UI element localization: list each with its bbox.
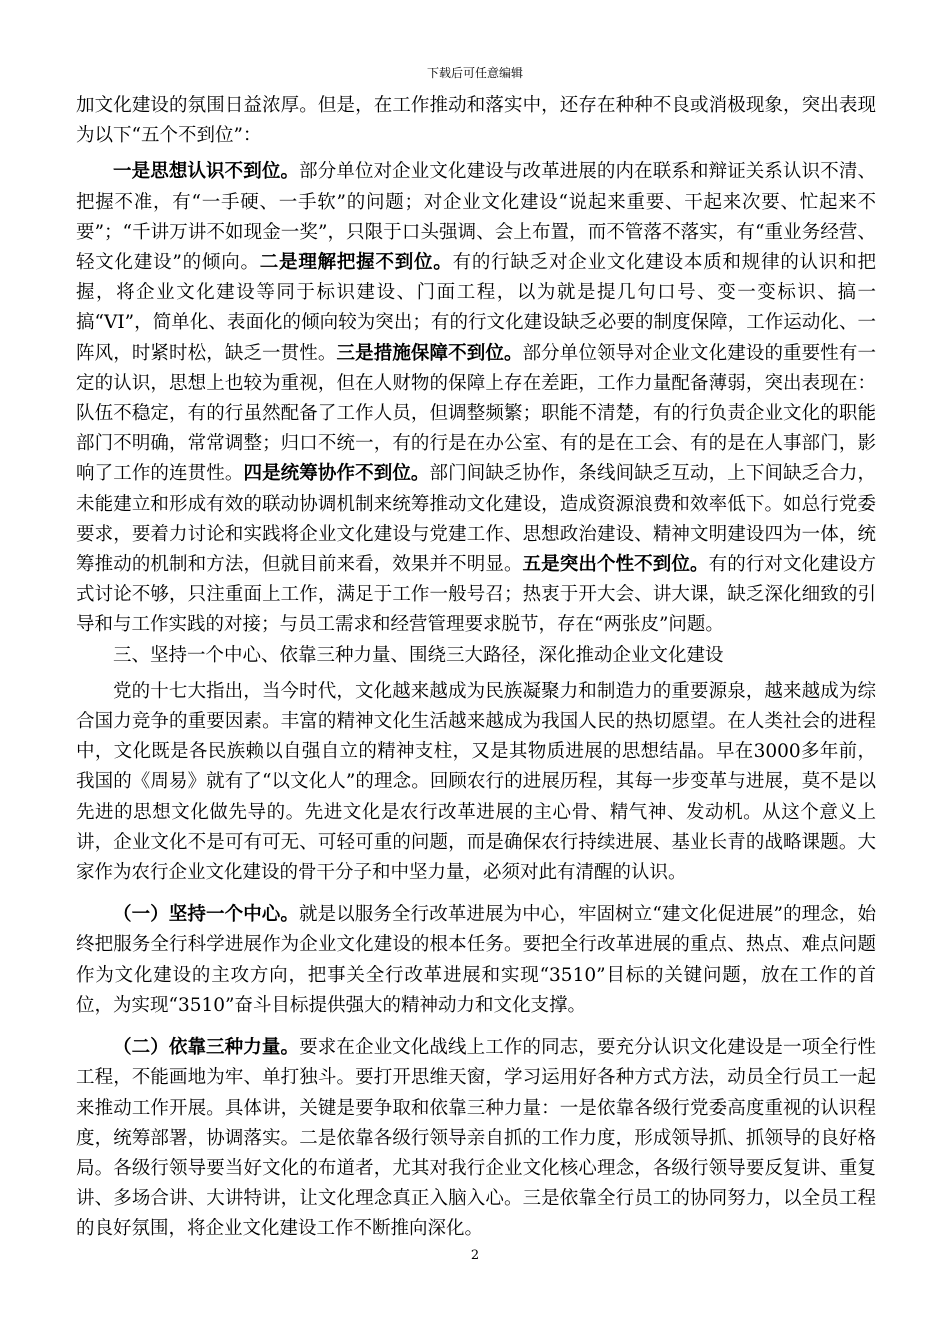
subsection-2-heading: （二）依靠三种力量。 — [113, 1037, 300, 1059]
paragraph-five-shortfalls — [76, 157, 876, 640]
page-header-note: 下载后可任意编辑 — [426, 66, 523, 80]
point-5-text: 有的行对文化建设方式讨论不够，只注重面上工作，满足于工作一般号召；热衷于开大会、讲大课，缺乏深化细致的引导和与工作实践的对接；与员工需求和经营管理要求脱节，存在“两张皮”问题。 — [76, 554, 876, 636]
point-4-heading: 四是统筹协作不到位。 — [243, 463, 430, 485]
point-1-text: 部分单位对企业文化建设与改革进展的内在联系和辩证关系认识不清、把握不准，有“一手硬、一手软”的问题；对企业文化建设“说起来重要、干起来次要、忙起来不要”；“千讲万讲不如现金一奖”，只限于口头强调、会上布置，而不管落不落实，有“重业务经营、轻文化建设”的倾向。 — [76, 161, 876, 274]
section-heading-3: 三、坚持一个中心、依靠三种力量、围绕三大路径，深化推动企业文化建设 — [113, 644, 724, 666]
point-2-text: 有的行缺乏对企业文化建设本质和规律的认识和把握，将企业文化建设等同于标识建设、门面工程，以为就是提几句口号、变一变标识、搞一搞“VI”，简单化、表面化的倾向较为突出；有的行文化建设缺乏必要的制度保障，工作运动化、一阵风，时紧时松，缺乏一贯性。 — [76, 252, 876, 364]
point-3-heading: 三是措施保障不到位。 — [336, 342, 523, 364]
point-1-heading: 一是思想认识不到位。 — [113, 161, 300, 183]
point-2-heading: 二是理解把握不到位。 — [259, 252, 453, 274]
point-3-text: 部分单位领导对企业文化建设的重要性有一定的认识，思想上也较为重视，但在人财物的保障上存在差距，工作力量配备薄弱，突出表现在：队伍不稳定，有的行虽然配备了工作人员，但调整频繁；职能不清楚，有的行负责企业文化的职能部门不明确，常常调整；归口不统一，有的行是在办公室、有的是在工会、有的是在人事部门，影响了工作的连贯性。 — [76, 342, 876, 485]
point-4-text: 部门间缺乏协作，条线间缺乏互动，上下间缺乏合力，未能建立和形成有效的联动协调机制来统筹推动文化建设，造成资源浪费和效率低下。如总行党委要求，要着力讨论和实践将企业文化建设与党建工作、思想政治建设、精神文明建设四为一体，统筹推动的机制和方法，但就目前来看，效果并不明显。 — [76, 463, 876, 576]
subsection-1-text: 就是以服务全行改革进展为中心，牢固树立“建文化促进展”的理念，始终把服务全行科学进展作为企业文化建设的根本任务。要把全行改革进展的重点、热点、难点问题作为文化建设的主攻方向，把事关全行改革进展和实现“3510”目标的关键问题，放在工作的首位，为实现“3510”奋斗目标提供强大的精神动力和文化支撑。 — [76, 904, 876, 1016]
subsection-2-text: 要求在企业文化战线上工作的同志，要充分认识文化建设是一项全行性工程，不能画地为牢、单打独斗。要打开思维天窗，学习运用好各种方式方法，动员全行员工一起来推动工作开展。具体讲，关键是要争取和依靠三种力量：一是依靠各级行党委高度重视的认识程度，统筹部署，协调落实。二是依靠各级行领导亲自抓的工作力度，形成领导抓、抓领导的良好格局。各级行领导要当好文化的布道者，尤其对我行企业文化核心理念，各级行领导要反复讲、重复讲、多场合讲、大讲特讲，让文化理念真正入脑入心。三是依靠全行员工的协同努力，以全员工程的良好氛围，将企业文化建设工作不断推向深化。 — [76, 1037, 876, 1240]
paragraph-one-center — [76, 900, 876, 1021]
point-5-heading: 五是突出个性不到位。 — [522, 554, 709, 576]
document-body — [76, 91, 876, 1245]
paragraph-three-forces — [76, 1033, 876, 1244]
subsection-1-heading: （一）坚持一个中心。 — [113, 904, 299, 926]
paragraph-intro: 加文化建设的氛围日益浓厚。但是，在工作推动和落实中，还存在种种不良或消极现象，突出表现为以下“五个不到位”： — [76, 95, 876, 147]
page-number: 2 — [470, 1248, 480, 1263]
paragraph-party-congress: 党的十七大指出，当今时代，文化越来越成为民族凝聚力和制造力的重要源泉，越来越成为综合国力竞争的重要因素。丰富的精神文化生活越来越成为我国人民的热切愿望。在人类社会的进程中，文化既是各民族赖以自强自立的精神支柱，又是其物质进展的思想结晶。早在3000多年前，我国的《周易》就有了“以文化人”的理念。回顾农行的进展历程，其每一步变革与进展，莫不是以先进的思想文化做先导的。先进文化是农行改革进展的主心骨、精气神、发动机。从这个意义上讲，企业文化不是可有可无、可轻可重的问题，而是确保农行持续进展、基业长青的战略课题。大家作为农行企业文化建设的骨干分子和中坚力量，必须对此有清醒的认识。 — [76, 680, 876, 884]
